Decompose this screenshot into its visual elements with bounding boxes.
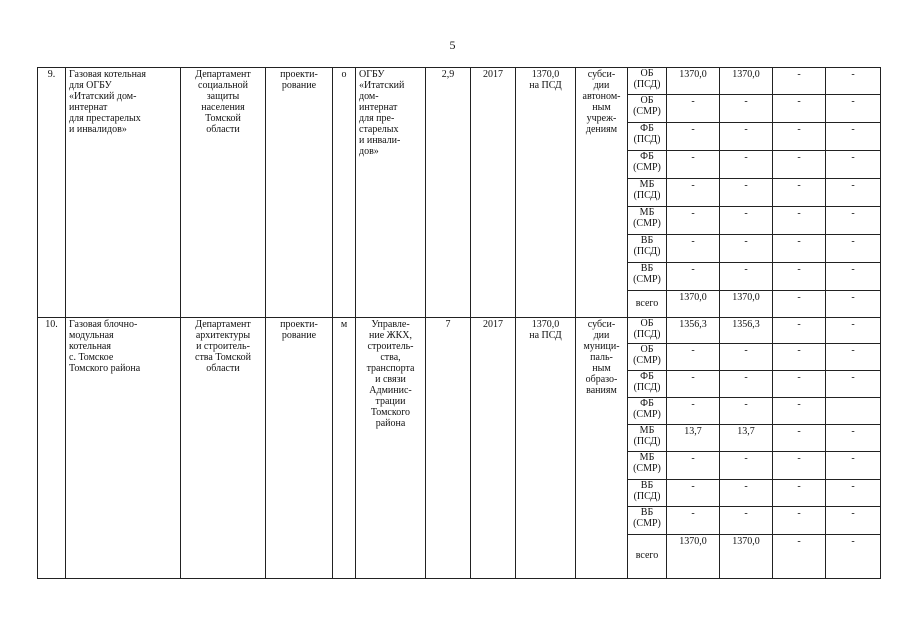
object-name xyxy=(66,318,181,579)
amount-col4: - xyxy=(826,123,881,151)
amount-year: - xyxy=(720,344,773,371)
amount-col4: - xyxy=(826,480,881,507)
funding-source-line: (ПСД) xyxy=(633,78,661,90)
object-name xyxy=(66,68,181,318)
amount-col3: - xyxy=(773,291,826,318)
table-row xyxy=(38,68,881,95)
funding-source xyxy=(628,398,667,425)
customer-line: транспорта xyxy=(366,363,415,374)
responsible-department-line: архитектуры xyxy=(195,330,251,341)
object-number: 10. xyxy=(38,318,66,579)
customer-line: и инвали- xyxy=(359,135,401,146)
amount-col4: - xyxy=(826,318,881,344)
object-name-line: и инвалидов» xyxy=(69,124,127,135)
object-name-line: с. Томское xyxy=(69,352,114,363)
funding-source-line: МБ xyxy=(639,207,655,218)
object-name-line: котельная xyxy=(69,341,111,352)
funding-source-line: МБ xyxy=(639,452,655,463)
responsible-department-line: и строитель- xyxy=(196,341,250,352)
funding-form-line: субси- xyxy=(587,319,616,330)
amount-total: - xyxy=(667,371,720,398)
customer-line: района xyxy=(375,418,406,429)
funding-source-line: ОБ xyxy=(640,344,654,355)
capacity: 2,9 xyxy=(426,68,471,318)
estimated-cost-line: 1370,0 xyxy=(531,69,560,80)
work-stage-line: рование xyxy=(281,80,317,91)
amount-col4: - xyxy=(826,371,881,398)
funding-source-line: ФБ xyxy=(640,151,654,162)
funding-source-line: (ПСД) xyxy=(633,490,661,502)
funding-source-line: всего xyxy=(635,297,659,309)
amount-col3: - xyxy=(773,452,826,480)
estimated-cost-line: на ПСД xyxy=(529,330,562,341)
amount-col3: - xyxy=(773,151,826,179)
amount-total: 1356,3 xyxy=(667,318,720,344)
amount-year: 1370,0 xyxy=(720,68,773,95)
amount-year: - xyxy=(720,398,773,425)
amount-total: - xyxy=(667,507,720,535)
amount-total: - xyxy=(667,95,720,123)
estimated-cost-line: на ПСД xyxy=(529,80,562,91)
funding-source-line: (ПСД) xyxy=(633,133,661,145)
funding-source-line: ФБ xyxy=(640,123,654,134)
amount-col3: - xyxy=(773,235,826,263)
funding-source-line: ОБ xyxy=(640,318,654,329)
amount-col4: - xyxy=(826,235,881,263)
amount-col3: - xyxy=(773,318,826,344)
amount-col3: - xyxy=(773,344,826,371)
amount-col4: - xyxy=(826,179,881,207)
amount-year: - xyxy=(720,179,773,207)
amount-total: 1370,0 xyxy=(667,291,720,318)
table-row xyxy=(38,318,881,344)
amount-total: - xyxy=(667,207,720,235)
amount-year: - xyxy=(720,263,773,291)
ownership-type: о xyxy=(333,68,356,318)
amount-total: 13,7 xyxy=(667,425,720,452)
customer-line: ние ЖКХ, xyxy=(369,330,412,341)
funding-form-line: ным xyxy=(592,102,611,113)
amount-col4: - xyxy=(826,291,881,318)
amount-col4: - xyxy=(826,95,881,123)
customer xyxy=(356,318,426,579)
funding-source xyxy=(628,235,667,263)
funding-source xyxy=(628,318,667,344)
funding-form-line: автоном- xyxy=(582,91,621,102)
funding-form-line: дениям xyxy=(585,124,618,135)
object-name-line: интернат xyxy=(69,102,108,113)
amount-total: - xyxy=(667,480,720,507)
amount-col3: - xyxy=(773,179,826,207)
responsible-department-line: области xyxy=(206,124,240,135)
funding-form xyxy=(576,318,628,579)
funding-source-line: (СМР) xyxy=(633,408,661,420)
funding-source-line: ОБ xyxy=(640,95,654,106)
responsible-department xyxy=(181,68,266,318)
funding-form-line: образо- xyxy=(585,374,618,385)
amount-col3: - xyxy=(773,263,826,291)
amount-total: - xyxy=(667,179,720,207)
estimated-cost-line: 1370,0 xyxy=(531,319,560,330)
amount-col4: - xyxy=(826,452,881,480)
funding-source xyxy=(628,507,667,535)
customer-line: интернат xyxy=(359,102,398,113)
page-number: 5 xyxy=(449,38,456,52)
amount-col3: - xyxy=(773,398,826,425)
funding-source xyxy=(628,123,667,151)
amount-total: - xyxy=(667,398,720,425)
customer-line: ОГБУ xyxy=(359,69,385,80)
amount-col4: - xyxy=(826,425,881,452)
funding-source xyxy=(628,95,667,123)
funding-source-line: (ПСД) xyxy=(633,245,661,257)
customer xyxy=(356,68,426,318)
funding-source xyxy=(628,179,667,207)
amount-year: - xyxy=(720,480,773,507)
object-name-line: Газовая блочно- xyxy=(69,319,138,330)
customer-line: Томского xyxy=(370,407,411,418)
amount-col3: - xyxy=(773,535,826,579)
funding-source-line: (СМР) xyxy=(633,517,661,529)
amount-col4 xyxy=(826,398,881,425)
amount-year: 1356,3 xyxy=(720,318,773,344)
amount-total: - xyxy=(667,123,720,151)
estimated-cost xyxy=(516,318,576,579)
amount-year: 1370,0 xyxy=(720,291,773,318)
amount-col4: - xyxy=(826,68,881,95)
amount-col3: - xyxy=(773,425,826,452)
responsible-department-line: Департамент xyxy=(195,319,251,330)
funding-source-line: (ПСД) xyxy=(633,189,661,201)
funding-form-line: дии xyxy=(593,80,610,91)
funding-form-line: учреж- xyxy=(586,113,617,124)
funding-source xyxy=(628,480,667,507)
object-name-line: модульная xyxy=(69,330,114,341)
amount-col4: - xyxy=(826,535,881,579)
amount-year: - xyxy=(720,371,773,398)
amount-col3: - xyxy=(773,507,826,535)
responsible-department-line: Томской xyxy=(205,113,241,124)
funding-source-line: ФБ xyxy=(640,398,654,409)
amount-year: - xyxy=(720,95,773,123)
estimated-cost xyxy=(516,68,576,318)
funding-source-line: (СМР) xyxy=(633,354,661,366)
funding-source-line: ФБ xyxy=(640,371,654,382)
customer-line: и связи xyxy=(375,374,406,385)
funding-source-line: (СМР) xyxy=(633,161,661,173)
responsible-department-line: населения xyxy=(201,102,245,113)
construction-objects-table xyxy=(37,67,881,579)
customer-line: старелых xyxy=(359,124,399,135)
funding-source xyxy=(628,425,667,452)
funding-form xyxy=(576,68,628,318)
funding-form-line: муници- xyxy=(583,341,620,352)
funding-source-line: МБ xyxy=(639,179,655,190)
amount-year: - xyxy=(720,507,773,535)
work-stage-line: проекти- xyxy=(280,69,318,80)
amount-total: 1370,0 xyxy=(667,535,720,579)
amount-year: 1370,0 xyxy=(720,535,773,579)
object-name-line: для престарелых xyxy=(69,113,141,124)
funding-source-line: ВБ xyxy=(640,507,654,518)
object-name-line: Томского района xyxy=(69,363,141,374)
customer-line: ства, xyxy=(380,352,401,363)
amount-col3: - xyxy=(773,95,826,123)
amount-col3: - xyxy=(773,68,826,95)
amount-year: - xyxy=(720,151,773,179)
funding-source xyxy=(628,344,667,371)
work-stage-line: рование xyxy=(281,330,317,341)
customer-line: для пре- xyxy=(359,113,395,124)
object-number: 9. xyxy=(38,68,66,318)
funding-source-line: (ПСД) xyxy=(633,435,661,447)
funding-source-line: (СМР) xyxy=(633,273,661,285)
amount-col4: - xyxy=(826,151,881,179)
amount-total: - xyxy=(667,344,720,371)
year: 2017 xyxy=(471,68,516,318)
funding-source-line: ВБ xyxy=(640,480,654,491)
funding-source xyxy=(628,151,667,179)
amount-year: 13,7 xyxy=(720,425,773,452)
funding-source-line: (СМР) xyxy=(633,462,661,474)
amount-col4: - xyxy=(826,263,881,291)
amount-year: - xyxy=(720,235,773,263)
funding-source-line: МБ xyxy=(639,425,655,436)
object-name-line: «Итатский дом- xyxy=(69,91,137,102)
funding-source xyxy=(628,68,667,95)
work-stage xyxy=(266,318,333,579)
funding-source xyxy=(628,535,667,579)
work-stage xyxy=(266,68,333,318)
funding-source-line: ВБ xyxy=(640,263,654,274)
amount-total: 1370,0 xyxy=(667,68,720,95)
amount-year: - xyxy=(720,123,773,151)
funding-source-line: (СМР) xyxy=(633,105,661,117)
funding-form-line: паль- xyxy=(590,352,613,363)
amount-total: - xyxy=(667,151,720,179)
funding-source-line: (ПСД) xyxy=(633,328,661,340)
funding-source xyxy=(628,207,667,235)
funding-source-line: ОБ xyxy=(640,68,654,79)
funding-form-line: дии xyxy=(593,330,610,341)
amount-col3: - xyxy=(773,371,826,398)
funding-source xyxy=(628,371,667,398)
customer-line: Управле- xyxy=(371,319,410,330)
responsible-department-line: социальной xyxy=(198,80,248,91)
amount-col4: - xyxy=(826,344,881,371)
customer-line: дов» xyxy=(359,146,379,157)
responsible-department-line: Департамент xyxy=(195,69,251,80)
amount-col3: - xyxy=(773,123,826,151)
amount-total: - xyxy=(667,235,720,263)
funding-source-line: ВБ xyxy=(640,235,654,246)
funding-source-line: (СМР) xyxy=(633,217,661,229)
amount-year: - xyxy=(720,452,773,480)
year: 2017 xyxy=(471,318,516,579)
amount-year: - xyxy=(720,207,773,235)
amount-col3: - xyxy=(773,480,826,507)
funding-source-line: всего xyxy=(635,550,659,562)
funding-source-line: (ПСД) xyxy=(633,381,661,393)
customer-line: трации xyxy=(375,396,406,407)
funding-source xyxy=(628,452,667,480)
customer-line: дом- xyxy=(359,91,379,102)
responsible-department-line: ства Томской xyxy=(195,352,251,363)
funding-form-line: субси- xyxy=(587,69,616,80)
ownership-type: м xyxy=(333,318,356,579)
object-name-line: для ОГБУ xyxy=(69,80,112,91)
funding-form-line: ным xyxy=(592,363,611,374)
responsible-department-line: защиты xyxy=(206,91,240,102)
amount-col3: - xyxy=(773,207,826,235)
amount-total: - xyxy=(667,263,720,291)
funding-source xyxy=(628,263,667,291)
work-stage-line: проекти- xyxy=(280,319,318,330)
funding-source xyxy=(628,291,667,318)
customer-line: строитель- xyxy=(367,341,414,352)
amount-total: - xyxy=(667,452,720,480)
object-name-line: Газовая котельная xyxy=(69,69,146,80)
customer-line: Админис- xyxy=(369,385,412,396)
responsible-department-line: области xyxy=(206,363,240,374)
amount-col4: - xyxy=(826,507,881,535)
funding-form-line: ваниям xyxy=(586,385,617,396)
responsible-department xyxy=(181,318,266,579)
amount-col4: - xyxy=(826,207,881,235)
capacity: 7 xyxy=(426,318,471,579)
customer-line: «Итатский xyxy=(359,80,405,91)
